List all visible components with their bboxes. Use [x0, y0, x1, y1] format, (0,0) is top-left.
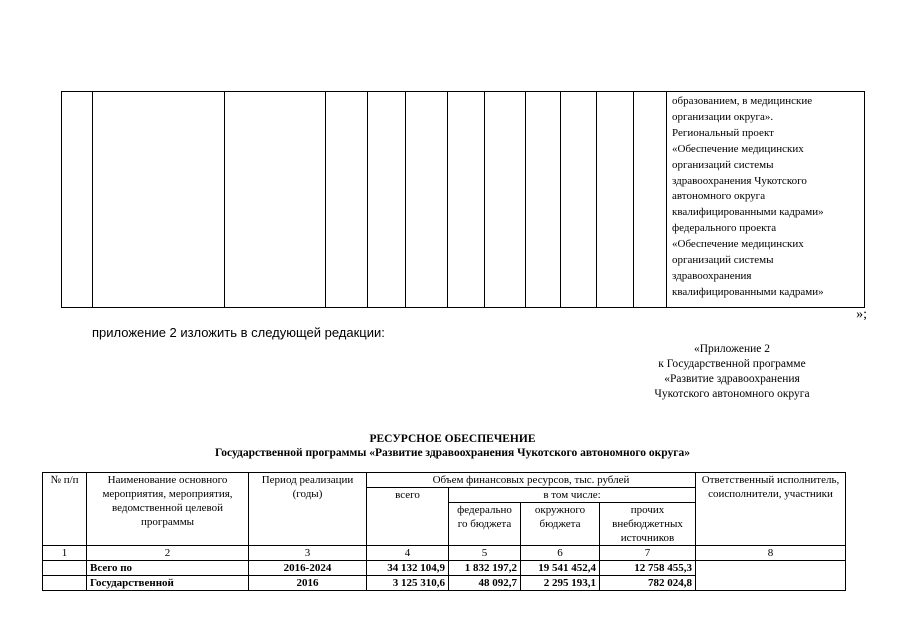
- appendix-line: Чукотского автономного округа: [654, 388, 810, 400]
- continuation-table: [61, 91, 865, 308]
- empty-cell: [597, 92, 634, 308]
- header-including: в том числе:: [449, 488, 696, 503]
- column-number: 4: [367, 546, 449, 561]
- description-line: здравоохранения: [672, 269, 752, 282]
- row-num: [43, 576, 87, 591]
- empty-cell: [62, 92, 93, 308]
- description-line: квалифицированными кадрами»: [672, 285, 824, 298]
- header-total: всего: [367, 488, 449, 546]
- row-period: 2016: [249, 576, 367, 591]
- description-line: организации округа».: [672, 110, 774, 123]
- closing-quote: »;: [856, 307, 867, 322]
- row-period: 2016-2024: [249, 561, 367, 576]
- instruction-text: приложение 2 изложить в следующей редакции:: [92, 325, 385, 340]
- empty-cell: [561, 92, 597, 308]
- row-other: 782 024,8: [600, 576, 696, 591]
- description-line: Региональный проект: [672, 126, 774, 139]
- column-number: 7: [600, 546, 696, 561]
- column-number: 3: [249, 546, 367, 561]
- column-number: 6: [521, 546, 600, 561]
- description-line: здравоохранения Чукотского: [672, 174, 807, 187]
- table-row: [43, 561, 846, 576]
- empty-cell: [225, 92, 326, 308]
- description-line: федерального проекта: [672, 222, 777, 235]
- row-total: 34 132 104,9: [367, 561, 449, 576]
- description-line: квалифицированными кадрами»: [672, 206, 824, 219]
- row-name: Всего по: [87, 561, 249, 576]
- empty-cell: [93, 92, 225, 308]
- description-line: организаций системы: [672, 158, 774, 171]
- header-responsible: Ответственный исполнитель, соисполнители, участники: [696, 473, 846, 546]
- header-federal: федерально го бюджета: [449, 503, 521, 546]
- row-district: 2 295 193,1: [521, 576, 600, 591]
- row-num: [43, 561, 87, 576]
- row-district: 19 541 452,4: [521, 561, 600, 576]
- column-number: 2: [87, 546, 249, 561]
- description-line: образованием, в медицинские: [672, 95, 813, 107]
- document-title: [0, 432, 905, 460]
- row-federal: 1 832 197,2: [449, 561, 521, 576]
- column-number: 5: [449, 546, 521, 561]
- title-line-2: Государственной программы «Развитие здравоохранения Чукотского автономного округа»: [214, 447, 691, 459]
- column-number: 8: [696, 546, 846, 561]
- description-line: организаций системы: [672, 254, 774, 267]
- description-line: автономного округа: [672, 190, 766, 203]
- row-federal: 48 092,7: [449, 576, 521, 591]
- empty-cell: [634, 92, 667, 308]
- row-other: 12 758 455,3: [600, 561, 696, 576]
- column-number: 1: [43, 546, 87, 561]
- empty-cell: [326, 92, 368, 308]
- header-volume: Объем финансовых ресурсов, тыс. рублей: [367, 473, 696, 488]
- header-period: Период реализации (годы): [249, 473, 367, 546]
- appendix-line: «Приложение 2: [693, 343, 771, 355]
- empty-cell: [448, 92, 485, 308]
- header-name: Наименование основного мероприятия, мероприятия, ведомственной целевой программы: [87, 473, 249, 546]
- empty-cell: [406, 92, 448, 308]
- row-responsible: [696, 561, 846, 591]
- title-line-1: РЕСУРСНОЕ ОБЕСПЕЧЕНИЕ: [369, 433, 536, 445]
- empty-cell: [485, 92, 526, 308]
- empty-cell: [368, 92, 406, 308]
- description-line: «Обеспечение медицинских: [672, 238, 804, 251]
- row-name: Государственной: [87, 576, 249, 591]
- empty-cell: [526, 92, 561, 308]
- resource-table: [42, 472, 846, 591]
- appendix-line: «Развитие здравоохранения: [664, 373, 800, 385]
- header-num: № п/п: [43, 473, 87, 546]
- description-line: «Обеспечение медицинских: [672, 142, 804, 155]
- appendix-line: к Государственной программе: [658, 358, 806, 370]
- appendix-header: [617, 342, 847, 402]
- header-district: окружного бюджета: [521, 503, 600, 546]
- row-total: 3 125 310,6: [367, 576, 449, 591]
- description-cell: [667, 92, 865, 308]
- header-other: прочих внебюджетных источников: [600, 503, 696, 546]
